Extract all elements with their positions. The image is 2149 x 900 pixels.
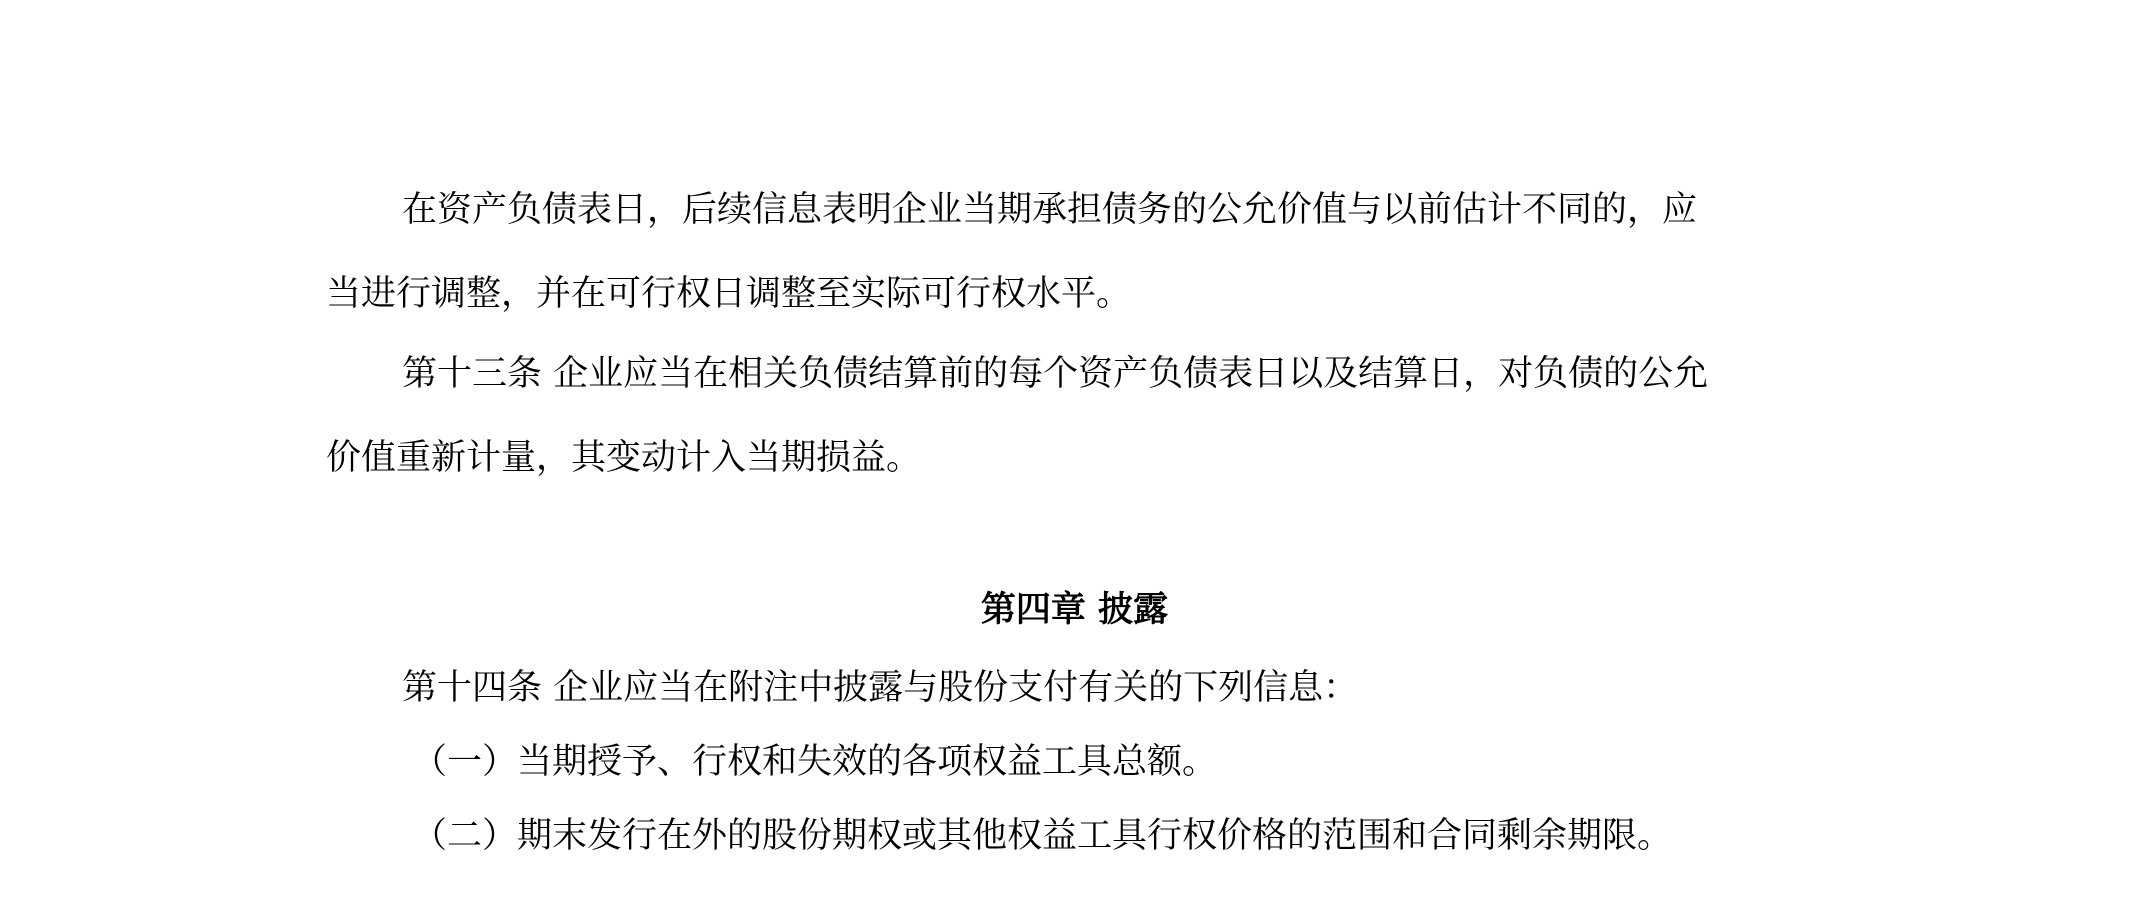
article-14-intro: 第十四条 企业应当在附注中披露与股份支付有关的下列信息：: [402, 668, 1359, 708]
article-14-item-1: （一）当期授予、行权和失效的各项权益工具总额。: [412, 742, 1218, 782]
paragraph-1-line-1: 在资产负债表日，后续信息表明企业当期承担债务的公允价值与以前估计不同的，应: [402, 190, 1698, 230]
chapter-heading: 第四章 披露: [980, 590, 1169, 630]
article-13-line-2: 价值重新计量，其变动计入当期损益。: [326, 438, 922, 478]
article-14-item-2: （二）期末发行在外的股份期权或其他权益工具行权价格的范围和合同剩余期限。: [412, 816, 1673, 856]
article-13-line-1: 第十三条 企业应当在相关负债结算前的每个资产负债表日以及结算日，对负债的公允: [402, 354, 1709, 394]
paragraph-1-line-2: 当进行调整，并在可行权日调整至实际可行权水平。: [326, 274, 1132, 314]
